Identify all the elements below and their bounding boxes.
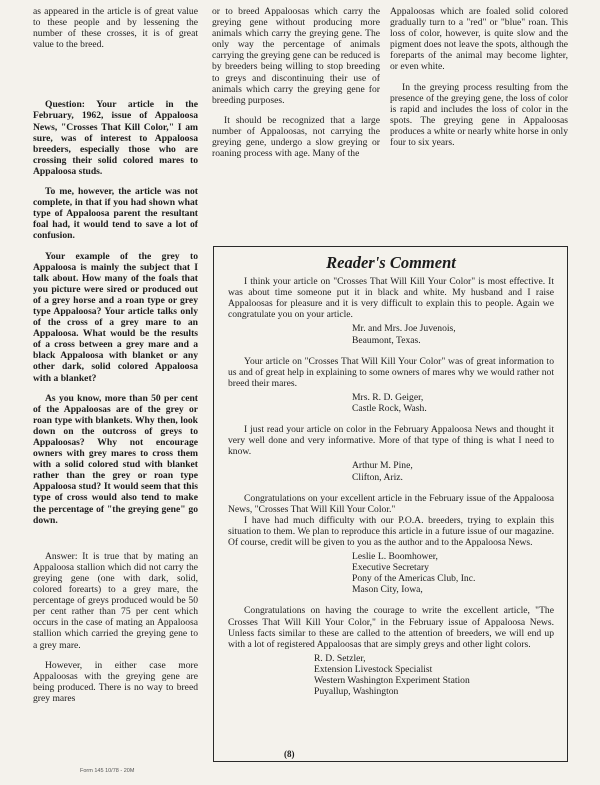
paragraph: To me, however, the article was not complete, in that if you had shown what type of Appaloosa parent the resultant foal had, it would tend to save a lot of confusion. bbox=[33, 186, 198, 242]
comment-text: I think your article on "Crosses That Will Kill Your Color" is most effective. It was about time someone put it in black and white. My husband and I raise Appaloosas for pleasure and it is very difficult to explain this to people. Again we congratulate you on your article. bbox=[228, 276, 554, 321]
form-code: Form 145 10/78 - 20M bbox=[80, 768, 135, 774]
comment-text: Congratulations on your excellent article in the February issue of the Appaloosa News, "Crosses That Will Kill Your Color." bbox=[228, 492, 554, 515]
paragraph: Appaloosas which are foaled solid colored gradually turn to a "red" or "blue" roan. This loss of color, however, is quite slow and the pigment does not leave the spots, although the foreparts of the animal may become lighter, or even white. bbox=[390, 6, 568, 73]
box-title: Reader's Comment bbox=[326, 253, 456, 272]
readers-comment-box bbox=[213, 246, 568, 762]
paragraph: as appeared in the article is of great value to these people and by lessening the number of these crosses, it is of great value to the breed. bbox=[33, 6, 198, 51]
comment-signature: Mr. and Mrs. Joe Juvenois, Beaumont, Texas. bbox=[352, 323, 456, 346]
comment-text: I just read your article on color in the February Appaloosa News and thought it very well done and very informative. More of that type of thing is what I need to know. bbox=[228, 424, 554, 458]
column-2 bbox=[212, 6, 380, 168]
paragraph: or to breed Appaloosas which carry the greying gene without producing more animals which carry the greying gene. The only way the percentage of animals carrying the greying gene can be reduced is by breeders being willing to stop breeding to greys and discontinuing their use of animals which carry the greying gene for breeding purposes. bbox=[212, 6, 380, 106]
paragraph: However, in either case more Appaloosas with the greying gene are being produced. There is no way to breed grey mares bbox=[33, 659, 198, 704]
paragraph: As you know, more than 50 per cent of the Appaloosas are of the grey or roan type with blankets. Why then, look down on the outcross of greys to Appaloosas? Why not encourage owners with grey mares to cross them with a solid colored stud with blanket rather than the grey or roan type Appaloosa stud? It would seem that this type of cross would also tend to make the percentage of "the greying gene" go down. bbox=[33, 392, 198, 526]
page-number: (8) bbox=[284, 749, 295, 759]
question-paragraph: Question: Your article in the February, 1962, issue of Appaloosa News, "Crosses That Kill Color," I am sure, was of interest to Appaloosa breeders, especially those who are crossing their solid colored mares to Appaloosa studs. bbox=[33, 99, 198, 177]
paragraph: Your example of the grey to Appaloosa is mainly the subject that I talk about. How many of the foals that you picture were sired or produced out of a grey horse and a roan type or grey type Appaloosa? Your article talks only of the cross of a grey mare to an Appaloosa. What would be the results of a cross between a grey mare and a black Appaloosa with blanket or any other dark, solid colored Appaloosa with a blanket? bbox=[33, 250, 198, 384]
comment-signature: R. D. Setzler, Extension Livestock Specialist Western Washington Experiment Station Puyallup, Washington bbox=[314, 652, 470, 698]
comment-text: I have had much difficulty with our P.O.A. breeders, trying to explain this situation to them. We plan to reproduce this article in a future issue of our magazine. Of course, credit will be given to you as the author and to the Appaloosa News. bbox=[228, 514, 554, 548]
column-1 bbox=[33, 6, 198, 713]
comment-signature: Mrs. R. D. Geiger, Castle Rock, Wash. bbox=[352, 391, 427, 415]
paragraph: In the greying process resulting from the presence of the greying gene, the loss of color is rapid and includes the loss of color in the spots. The greying gene in Appaloosas produces a white or nearly white horse in only four to six years. bbox=[390, 81, 568, 149]
comment-text: Congratulations on having the courage to write the excellent article, "The Crosses That Will Kill Your Color," in the February issue of Appaloosa News. Unless facts similar to these are called to the attention of breeders, we will end up with a lot of registered Appaloosas that are simply greys and other light colors. bbox=[228, 605, 554, 650]
answer-paragraph: Answer: It is true that by mating an Appaloosa stallion which did not carry the greying gene (one with dark, solid, colored forearts) to a grey mare, the percentage of greys produced would be 50 per cent rather than 75 per cent which occurs in the case of mating an Appaloosa stallion which carried the greying gene to a grey mare. bbox=[33, 550, 198, 651]
paragraph: It should be recognized that a large number of Appaloosas, not carrying the greying gene, undergo a slow greying or roaning process with age. Many of the bbox=[212, 114, 380, 160]
comment-text: Your article on "Crosses That Will Kill Your Color" was of great information to us and of great help in explaining to some owners of mares why we would rather not breed their mares. bbox=[228, 355, 554, 389]
comment-signature: Leslie L. Boomhower, Executive Secretary Pony of the Americas Club, Inc. Mason City, Iowa, bbox=[352, 551, 476, 596]
column-3 bbox=[390, 6, 568, 157]
comment-signature: Arthur M. Pine, Clifton, Ariz. bbox=[352, 460, 413, 483]
